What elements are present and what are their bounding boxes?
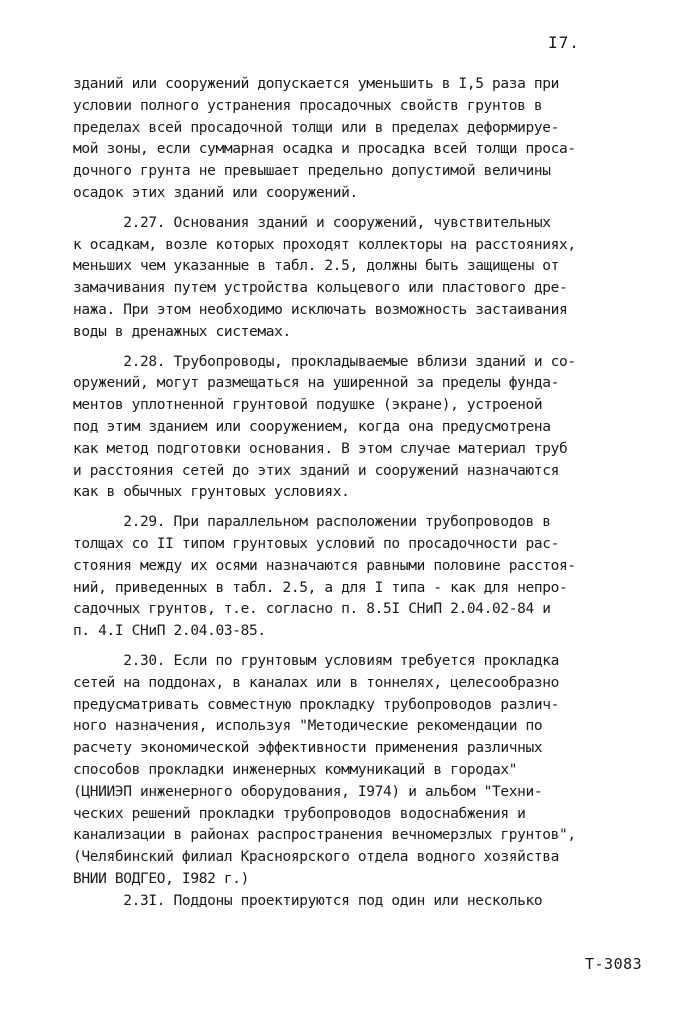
text-line: стояния между их осями назначаются равными половине расстоя- xyxy=(73,557,576,574)
text-line: пределах всей просадочной толщи или в пределах деформируе- xyxy=(73,119,560,136)
text-line: и расстояния сетей до этих зданий и сооружений назначаются xyxy=(73,462,560,479)
text-line: дочного грунта не превышает предельно допустимой величины xyxy=(73,163,551,180)
text-line: 2.3I. Поддоны проектируются под один или несколько xyxy=(73,892,543,909)
paragraph-gap xyxy=(73,205,613,213)
text-line: ческих решений прокладки трубопроводов водоснабжения и xyxy=(73,805,526,822)
paragraph xyxy=(73,891,613,913)
text-line: (Челябинский филиал Красноярского отдела водного хозяйства xyxy=(73,849,560,866)
text-line: как в обычных грунтовых условиях. xyxy=(73,484,350,501)
text-line: (ЦНИИЭП инженерного оборудования, I974) и альбом "Техни- xyxy=(73,783,543,800)
text-line: мой зоны, если суммарная осадка и просадка всей толщи проса- xyxy=(73,141,576,158)
paragraph xyxy=(73,651,613,891)
page-number: I7. xyxy=(548,33,580,52)
text-line: предусматривать совместную прокладку трубопроводов различ- xyxy=(73,696,560,713)
paragraph-gap xyxy=(73,643,613,651)
text-line: условии полного устранения просадочных свойств грунтов в xyxy=(73,97,543,114)
text-line: канализации в районах распространения вечномерзлых грунтов", xyxy=(73,827,576,844)
text-line: осадок этих зданий или сооружений. xyxy=(73,184,358,201)
text-line: 2.27. Основания зданий и сооружений, чувствительных xyxy=(73,214,551,231)
text-line: 2.28. Трубопроводы, прокладываемые вблизи зданий и со- xyxy=(73,353,576,370)
text-line: оружений, могут размещаться на уширенной за пределы фунда- xyxy=(73,375,560,392)
text-line: под этим зданием или сооружением, когда она предусмотрена xyxy=(73,418,551,435)
text-line: 2.29. При параллельном расположении трубопроводов в xyxy=(73,514,551,531)
paragraph xyxy=(73,213,613,344)
paragraph-gap xyxy=(73,504,613,512)
text-line: п. 4.I СНиП 2.04.03-85. xyxy=(73,623,266,640)
text-line: воды в дренажных системах. xyxy=(73,323,291,340)
text-line: замачивания путем устройства кольцевого или пластового дре- xyxy=(73,280,568,297)
text-line: ний, приведенных в табл. 2.5, а для I типа - как для непро- xyxy=(73,579,568,596)
text-line: толщах со II типом грунтовых условий по просадочности рас- xyxy=(73,535,560,552)
text-line: 2.30. Если по грунтовым условиям требуется прокладка xyxy=(73,652,560,669)
text-line: как метод подготовки основания. В этом случае материал труб xyxy=(73,440,568,457)
text-line: ВНИИ ВОДГЕО, I982 г.) xyxy=(73,870,249,887)
text-line: способов прокладки инженерных коммуникаций в городах" xyxy=(73,761,518,778)
paragraph-gap xyxy=(73,344,613,352)
paragraph xyxy=(73,352,613,505)
paragraph xyxy=(73,74,613,205)
text-line: расчету экономической эффективности применения различных xyxy=(73,740,543,757)
paragraph xyxy=(73,512,613,643)
text-line: сетей на поддонах, в каналах или в тоннелях, целесообразно xyxy=(73,674,560,691)
document-code: Т-3083 xyxy=(585,955,643,973)
text-line: зданий или сооружений допускается уменьшить в I,5 раза при xyxy=(73,76,560,92)
text-line: садочных грунтов, т.е. согласно п. 8.5I СНиП 2.04.02-84 и xyxy=(73,601,551,618)
body-text xyxy=(73,74,613,912)
text-line: ного назначения, используя "Методические рекомендации по xyxy=(73,718,543,735)
text-line: ментов уплотненной грунтовой подушке (экране), устроеной xyxy=(73,397,543,414)
text-line: меньших чем указанные в табл. 2.5, должны быть защищены от xyxy=(73,258,560,275)
text-line: к осадкам, возле которых проходят коллекторы на расстояниях, xyxy=(73,236,576,253)
text-line: нажа. При этом необходимо исключать возможность застаивания xyxy=(73,301,568,318)
